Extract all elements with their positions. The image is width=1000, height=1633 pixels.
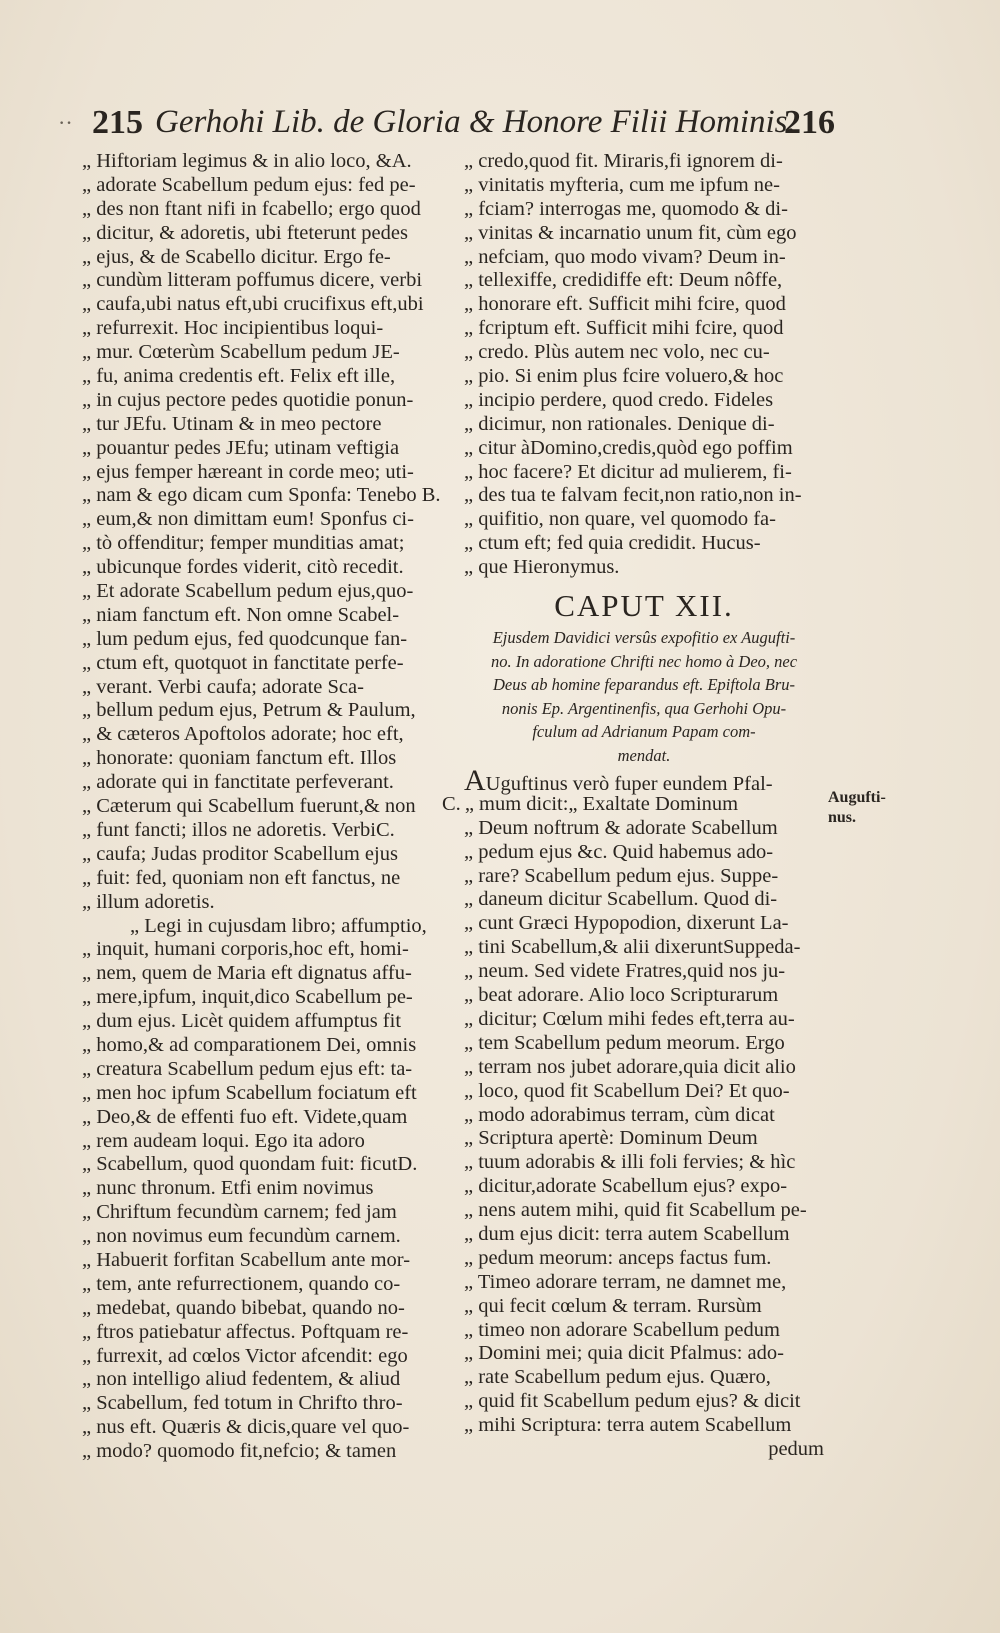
text-line: „ que Hieronymus. <box>464 556 620 579</box>
text-line: „ fu, anima credentis eft. Felix eft ille, <box>82 365 396 388</box>
summary-line: fculum ad Adrianum Papam com- <box>532 722 756 742</box>
margin-note-line: Augufti- <box>828 789 886 806</box>
text-line: „ credo. Plùs autem nec volo, nec cu- <box>464 341 770 364</box>
right-column-top-text <box>464 150 824 580</box>
text-line: „ timeo non adorare Scabellum pedum <box>464 1318 780 1341</box>
text-line: „ cundùm litteram poffumus dicere, verbi <box>82 269 423 292</box>
text-line: „ rem audeam loqui. Ego ita adoro <box>82 1129 365 1152</box>
summary-line: nonis Ep. Argentinenfis, qua Gerhohi Opu- <box>501 698 787 718</box>
text-line: „ dum ejus. Licèt quidem affumptus fit <box>82 1010 402 1033</box>
text-line: „ caufa; Judas proditor Scabellum ejus <box>82 842 398 865</box>
drop-capital: A <box>464 764 486 798</box>
text-line: „ Hiftoriam legimus & in alio loco, &A. <box>82 150 412 172</box>
summary-line: mendat. <box>617 745 671 765</box>
second-line-text: „ mum dicit:„ Exaltate Dominum <box>464 792 739 815</box>
section-letter-c: C. <box>442 792 461 815</box>
text-line: „ men hoc ipfum Scabellum fociatum eft <box>82 1081 417 1104</box>
text-line: „ pedum meorum: anceps factus fum. <box>464 1246 772 1269</box>
text-line: „ Scabellum, fed totum in Chrifto thro- <box>82 1392 403 1415</box>
text-line: „ modo? quomodo fit,nefcio; & tamen <box>82 1440 397 1463</box>
left-column <box>82 150 447 1464</box>
text-line: „ pio. Si enim plus fcire voluero,& hoc <box>464 365 784 388</box>
text-line: „ fciam? interrogas me, quomodo & di- <box>464 197 788 220</box>
summary-line: no. In adoratione Chrifti nec homo à Deo, nec <box>490 651 798 671</box>
text-line: „ furrexit, ad cœlos Victor afcendit: ego <box>82 1344 408 1367</box>
text-line: „ nunc thronum. Etfi enim novimus <box>82 1177 374 1200</box>
text-line: „ ejus, & de Scabello dicitur. Ergo fe- <box>82 245 391 268</box>
text-line: „ qui fecit cœlum & terram. Rursùm <box>464 1294 762 1317</box>
text-line: „ des tua te falvam fecit,non ratio,non in- <box>464 484 802 507</box>
text-line: „ pedum ejus &c. Quid habemus ado- <box>464 840 774 863</box>
text-line: „ non intelligo aliud fedentem, & aliud <box>82 1368 401 1391</box>
text-line: „ Timeo adorare terram, ne damnet me, <box>464 1270 787 1293</box>
text-line: „ tur JEfu. Utinam & in meo pectore <box>82 412 382 435</box>
text-line <box>464 764 824 798</box>
text-line: „ modo adorabimus terram, cùm dicat <box>464 1103 775 1126</box>
text-line: „ funt fancti; illos ne adoretis. VerbiC. <box>82 818 395 841</box>
text-line: „ tellexiffe, credidiffe eft: Deum nôffe, <box>464 269 783 292</box>
text-line: „ ctum eft; fed quia credidit. Hucus- <box>464 532 761 555</box>
text-line: „ fcriptum eft. Sufficit mihi fcire, quod <box>464 317 784 340</box>
chapter-summary <box>464 626 824 767</box>
text-line: „ dicitur,adorate Scabellum ejus? expo- <box>464 1175 788 1198</box>
text-line: „ nus eft. Quæris & dicis,quare vel quo- <box>82 1416 410 1439</box>
text-line: „ vinitas & incarnatio unum fit, cùm ego <box>464 221 797 244</box>
text-line: „ nens autem mihi, quid fit Scabellum pe- <box>464 1199 807 1222</box>
text-line: „ quid fit Scabellum pedum ejus? & dicit <box>464 1390 801 1413</box>
text-line: „ inquit, humani corporis,hoc eft, homi- <box>82 938 409 961</box>
text-line: „ adorate Scabellum pedum ejus: fed pe- <box>82 173 416 196</box>
text-line: „ tuum adorabis & illi foli fervies; & hìc <box>464 1151 796 1174</box>
text-line: „ des non ftant nifi in fcabello; ergo quod <box>82 197 421 220</box>
text-line: „ caufa,ubi natus eft,ubi crucifixus eft,ubi <box>82 293 424 316</box>
text-line: „ Habuerit forfitan Scabellum ante mor- <box>82 1248 411 1271</box>
text-line: „ niam fanctum eft. Non omne Scabel- <box>82 603 400 626</box>
page-number-right: 216 <box>784 104 835 141</box>
text-line: „ honorare eft. Sufficit mihi fcire, quod <box>464 293 786 316</box>
right-column-bottom-text <box>442 764 824 1462</box>
text-line: „ rare? Scabellum pedum ejus. Suppe- <box>464 864 779 887</box>
text-line: „ homo,& ad comparationem Dei, omnis <box>82 1033 417 1056</box>
text-line: „ refurrexit. Hoc incipientibus loqui- <box>82 317 384 340</box>
text-line: „ neum. Sed videte Fratres,quid nos ju- <box>464 960 786 983</box>
text-line: „ & cæteros Apoftolos adorate; hoc eft, <box>82 723 404 746</box>
text-line: „ verant. Verbi caufa; adorate Sca- <box>82 675 364 698</box>
text-line: „ citur àDomino,credis,quòd ego poffim <box>464 436 793 459</box>
running-title: Gerhohi Lib. de Gloria & Honore Filii Hominis. <box>155 104 796 140</box>
page-number-left: 215 <box>92 104 143 141</box>
first-line-text: Uguftinus verò fuper eundem Pfal- <box>485 773 773 796</box>
text-line: „ terram nos jubet adorare,quia dicit alio <box>464 1055 796 1078</box>
margin-note <box>828 788 886 828</box>
text-line: „ Et adorate Scabellum pedum ejus,quo- <box>82 580 414 603</box>
text-line: „ rate Scabellum pedum ejus. Quæro, <box>464 1366 771 1389</box>
text-line: „ hoc facere? Et dicitur ad mulierem, fi- <box>464 460 792 483</box>
text-line: „ mur. Cœterùm Scabellum pedum JE- <box>82 341 400 364</box>
text-line: „ Deo,& de effenti fuo eft. Videte,quam <box>82 1105 408 1128</box>
text-line: „ credo,quod fit. Miraris,fi ignorem di- <box>464 150 783 172</box>
text-line: „ honorate: quoniam fanctum eft. Illos <box>82 747 397 770</box>
text-line: „ Scabellum, quod quondam fuit: ficutD. <box>82 1153 418 1176</box>
chapter-heading: CAPUT XII. <box>554 588 734 624</box>
text-line: „ Deum noftrum & adorate Scabellum <box>464 816 778 839</box>
text-line: „ tini Scabellum,& alii dixeruntSuppeda- <box>464 936 801 959</box>
text-line: „ Cæterum qui Scabellum fuerunt,& non <box>82 795 416 818</box>
text-line: „ bellum pedum ejus, Petrum & Paulum, <box>82 699 416 722</box>
text-line: „ mere,ipfum, inquit,dico Scabellum pe- <box>82 986 413 1009</box>
text-line: „ tò offenditur; femper munditias amat; <box>82 532 405 555</box>
text-line: „ Scriptura apertè: Dominum Deum <box>464 1127 758 1150</box>
text-line: „ tem Scabellum pedum meorum. Ergo <box>464 1031 785 1054</box>
text-line: „ dum ejus dicit: terra autem Scabellum <box>464 1222 790 1245</box>
text-line: „ adorate qui in fanctitate perfeverant. <box>82 771 394 794</box>
running-header <box>58 100 835 148</box>
text-line: „ cunt Græci Hypopodion, dixerunt La- <box>464 912 789 935</box>
text-line: „ mihi Scriptura: terra autem Scabellum <box>464 1414 792 1437</box>
text-line: „ ubicunque fordes viderit, citò recedit. <box>82 556 404 579</box>
text-line: „ nefciam, quo modo vivam? Deum in- <box>464 245 786 268</box>
text-line: pedum <box>768 1437 824 1460</box>
text-line <box>442 792 824 817</box>
text-line: „ in cujus pectore pedes quotidie ponun- <box>82 388 414 411</box>
margin-note-line: nus. <box>828 809 857 826</box>
text-line: „ beat adorare. Alio loco Scripturarum <box>464 984 779 1007</box>
text-line: „ dicitur, & adoretis, ubi fteterunt pedes <box>82 221 408 244</box>
text-line: „ pouantur pedes JEfu; utinam veftigia <box>82 436 400 459</box>
text-line: „ lum pedum ejus, fed quodcunque fan- <box>82 627 408 650</box>
text-line: „ illum adoretis. <box>82 890 215 913</box>
summary-line: Deus ab homine feparandus eft. Epiftola Bru- <box>492 675 795 695</box>
right-column <box>442 150 824 1462</box>
text-line: „ Domini mei; quia dicit Pfalmus: ado- <box>464 1342 784 1365</box>
text-line: „ tem, ante refurrectionem, quando co- <box>82 1272 401 1295</box>
text-line: „ loco, quod fit Scabellum Dei? Et quo- <box>464 1079 790 1102</box>
text-line: „ dicimur, non rationales. Denique di- <box>464 412 775 435</box>
text-line: „ daneum dicitur Scabellum. Quod di- <box>464 888 778 911</box>
text-line: „ fuit: fed, quoniam non eft fanctus, ne <box>82 866 401 889</box>
text-line: „ medebat, quando bibebat, quando no- <box>82 1296 405 1319</box>
text-line: „ nem, quem de Maria eft dignatus affu- <box>82 962 412 985</box>
text-line: „ eum,& non dimittam eum! Sponfus ci- <box>82 508 414 531</box>
text-line: „ Legi in cujusdam libro; affumptio, <box>130 914 427 937</box>
text-line: „ non novimus eum fecundùm carnem. <box>82 1225 401 1248</box>
text-line: „ nam & ego dicam cum Sponfa: Tenebo B. <box>82 484 441 507</box>
text-line: „ quifitio, non quare, vel quomodo fa- <box>464 508 776 531</box>
text-line: „ ctum eft, quotquot in fanctitate perfe- <box>82 651 404 674</box>
text-line: „ dicitur; Cœlum mihi fedes eft,terra au- <box>464 1007 795 1030</box>
text-line: „ Chriftum fecundùm carnem; fed jam <box>82 1201 397 1224</box>
header-mark: ·· <box>58 110 73 135</box>
text-line: „ incipio perdere, quod credo. Fideles <box>464 388 774 411</box>
summary-line: Ejusdem Davidici versûs expofitio ex Augufti- <box>492 628 796 648</box>
text-line: „ ftros patiebatur affectus. Poftquam re- <box>82 1320 409 1343</box>
text-line: „ vinitatis myfteria, cum me ipfum ne- <box>464 173 780 196</box>
text-line: „ ejus femper hæreant in corde meo; uti- <box>82 460 414 483</box>
text-line: „ creatura Scabellum pedum ejus eft: ta- <box>82 1057 413 1080</box>
